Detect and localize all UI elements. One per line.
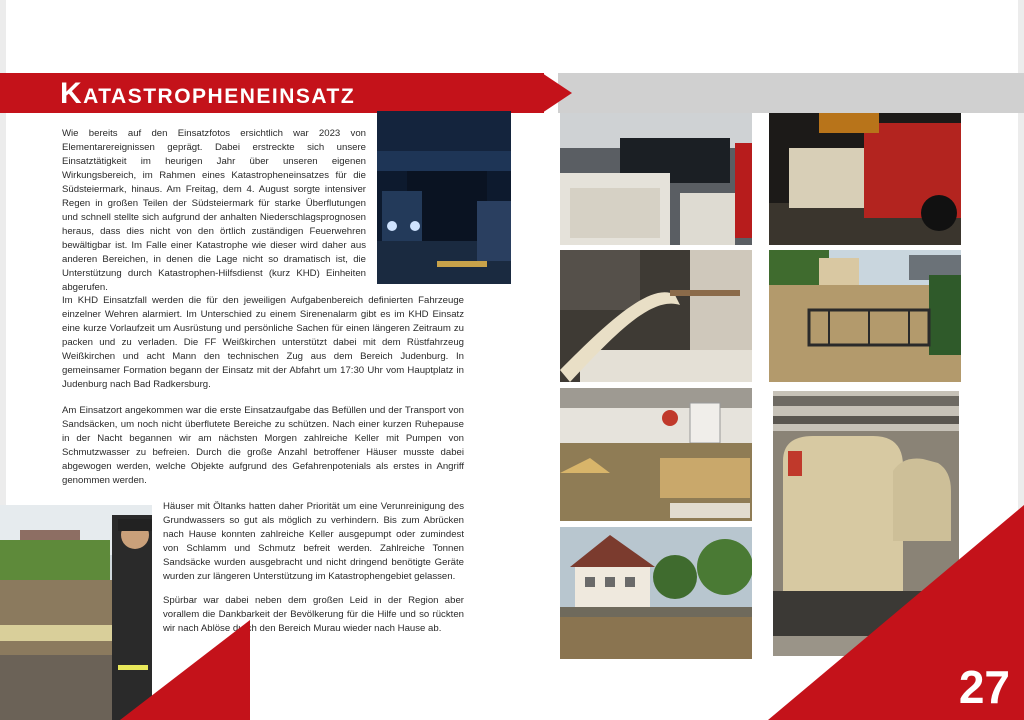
title-band-arrow bbox=[542, 73, 572, 113]
page-number: 27 bbox=[958, 661, 1010, 713]
page-title: Katastropheneinsatz bbox=[60, 77, 356, 110]
photo-sandbags-hall bbox=[560, 113, 752, 245]
paragraph-oeltanks: Häuser mit Öltanks hatten daher Priorität um eine Verunreinigung des Grundwassers so gut als möglich zu verhindern. Bis zum Abrücken nach Hause konnten zahlreiche Keller ausgepumpt oder zumindest von Schlamm und Schmutz befreit werden. Zahlreiche Tonnen Sandsäcke wurden ausgebracht und nicht dringend benötigte Geräte wurden zur längeren Unterstützung im Katastrophengebiet gelassen. bbox=[163, 501, 464, 582]
photo-night-convoy bbox=[377, 111, 511, 284]
photo-flooded-cellar bbox=[560, 388, 752, 521]
paragraph-dankbarkeit: Spürbar war dabei neben dem großen Leid in der Region aber vorallem die Dankbarkeit der Bevölkerung für die Hilfe und so rückten wir nach Ablöse durch den Bereich Murau wieder nach Hause ab. bbox=[163, 595, 464, 634]
paragraph-khd: Im KHD Einsatzfall werden die für den jeweiligen Aufgabenbereich definierten Fahrzeuge einzelner Wehren alarmiert. Im Unterschied zu einem Sirenenalarm gibt es im KHD Einsatz eine kurze Vorlaufzeit um Ausrüstung und persönliche Sachen für einen längeren Zeitraum zu packen und zu verladen. Die FF Weißkirchen unterstützt dabei mit dem Rüstfahrzeug Weißkirchen und acht Mann den technischen Zug aus dem Bereich Judenburg. In gemeinsamer Formation begann der Einsatz mit der Abfahrt um 17:30 Uhr vom Hauptplatz in Judenburg nach Bad Radkersburg. bbox=[62, 295, 464, 390]
paragraph-intro: Wie bereits auf den Einsatzfotos ersichtlich war 2023 von Elementarereignissen geprägt. Dabei erstreckte sich unsere Einsatztätigkeit im heurigen Jahr über unseren eigenen Wirkungsbereich, im Rahmen eines Katastropheneinsatzes für die Südsteiermark, hinaus. Am Freitag, dem 4. August sorgte intensiver Regen in großen Teilen der Südsteiermark für starke Überflutungen und schnell stellte sich aufgrund der anhalten Niederschlagsprognosen heraus, dass dies nicht von den örtlich zuständigen Feuerwehren bewältigbar ist. Im Falle einer Katastrophe wie dieser wird daher aus anderen Bereichen, in denen die Lage nicht so dramatisch ist, die Unterstützung durch Katastrophen-Hilfsdienst (kurz KHD) Einheiten abgerufen. bbox=[62, 128, 366, 293]
photo-flooded-house bbox=[560, 527, 752, 659]
grey-band bbox=[558, 73, 1024, 113]
photo-sandbags-truck bbox=[769, 113, 961, 245]
photo-flooded-garden bbox=[769, 250, 961, 382]
paragraph-einsatzort: Am Einsatzort angekommen war die erste Einsatzaufgabe das Befüllen und der Transport von Sandsäcken, um noch nicht überflutete Bereiche zu schützen. Nach einer kurzen Ruhepause in der Nacht begannen wir am nächsten Morgen zahlreiche Keller mit Pumpen von Schmutzwasser zu befreien. Durch die große Anzahl betroffener Häuser musste dabei abgewogen werden, welche Objekte aufgrund des Gefahrenpotenials als erstes in Angriff genommen werden. bbox=[62, 405, 464, 486]
photo-cellar-hose bbox=[560, 250, 752, 382]
corner-triangle-left bbox=[120, 620, 250, 720]
